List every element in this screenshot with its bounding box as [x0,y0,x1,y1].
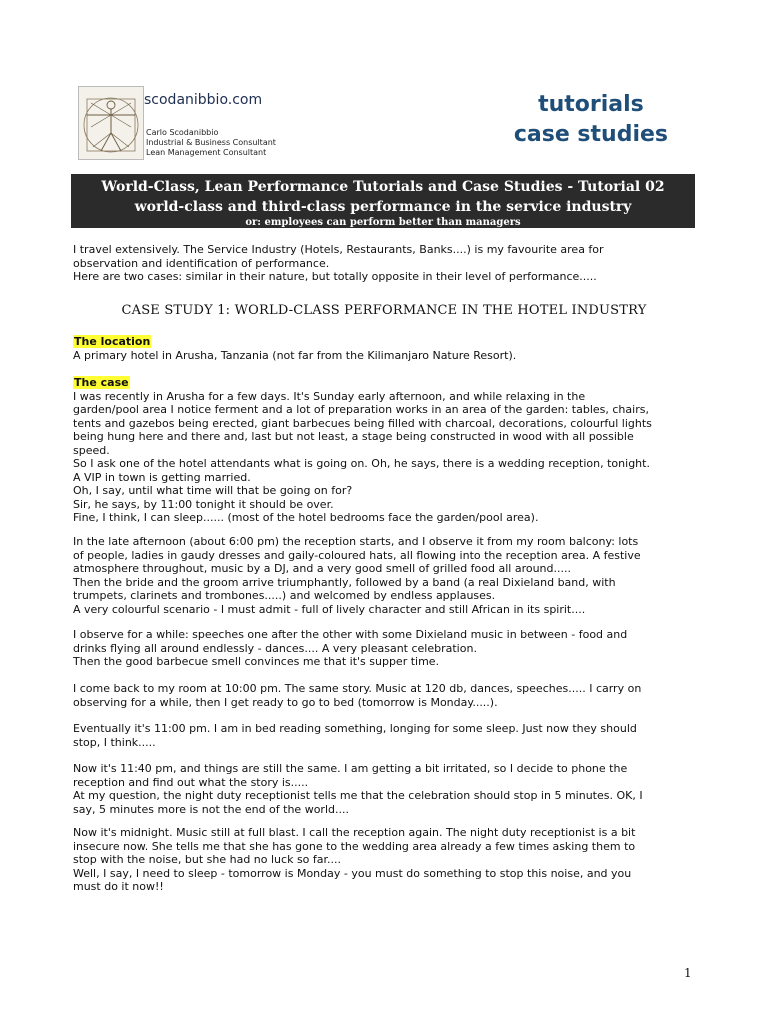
text-line: observation and identification of performance. [73,256,330,270]
text-line: Oh, I say, until what time will that be going on for? [73,484,353,497]
text-line: Here are two cases: similar in their nature, but totally opposite in their level of performance..... [73,270,597,283]
paragraph-4 [73,722,695,749]
text-line: A very colourful scenario - I must admit - full of lively character and still African in its spirit.... [73,602,586,616]
paragraph-3 [73,682,695,709]
case-section [73,376,695,525]
logo-site-name: scodanibbio.com [144,92,263,108]
paragraph-6 [73,826,695,894]
text-line: observing for a while, then I get ready to go to bed (tomorrow is Monday.....). [73,695,498,709]
text-line: atmosphere throughout, music by a DJ, and a very good smell of grilled food all around..... [73,562,571,575]
case-study-heading: CASE STUDY 1: WORLD-CLASS PERFORMANCE IN THE HOTEL INDUSTRY [121,303,647,318]
logo [76,86,286,158]
text-line: insecure now. She tells me that she has gone to the wedding area already a few times asking them to [73,839,636,853]
text-line: So I ask one of the hotel attendants what is going on. Oh, he says, there is a wedding reception, tonight. [73,457,650,470]
paragraph-2 [73,628,695,669]
logo-line: Industrial & Business Consultant [146,138,276,147]
text-line: I travel extensively. The Service Industry (Hotels, Restaurants, Banks....) is my favourite area for [73,243,604,256]
location-section [73,335,695,362]
text-line: stop with the noise, but she had no luck so far.... [73,853,342,866]
logo-line: Lean Management Consultant [146,148,267,157]
text-line: Then the good barbecue smell convinces me that it's supper time. [73,655,440,668]
text-line: A VIP in town is getting married. [73,470,251,484]
text-line: must do it now!! [73,880,164,893]
header [76,84,696,160]
banner-tagline: or: employees can perform better than managers [245,217,521,228]
text-line: speed. [73,443,110,457]
text-line: I was recently in Arusha for a few days. It's Sunday early afternoon, and while relaxing in the [73,389,586,403]
banner-title: World-Class, Lean Performance Tutorials and Case Studies - Tutorial 02 [101,179,665,195]
text-line: Sir, he says, by 11:00 tonight it should be over. [73,497,334,511]
logo-line: Carlo Scodanibbio [146,128,219,137]
text-line: say, 5 minutes more is not the end of the world.... [73,802,349,816]
text-line: trumpets, clarinets and trombones.....) and welcomed by endless applauses. [73,589,496,602]
title-banner [71,174,695,228]
vitruvian-man-image [78,86,144,160]
intro-paragraph [73,243,695,284]
text-line: Fine, I think, I can sleep...... (most of the hotel bedrooms face the garden/pool area). [73,511,539,524]
text-line: drinks flying all around endlessly - dances.... A very pleasant celebration. [73,641,477,655]
case-label: The case [74,376,129,389]
text-line: stop, I think..... [73,735,156,749]
text-line: At my question, the night duty receptionist tells me that the celebration should stop in 5 minutes. OK, I [73,789,643,802]
location-text: A primary hotel in Arusha, Tanzania (not far from the Kilimanjaro Nature Resort). [73,348,517,362]
text-line: I come back to my room at 10:00 pm. The same story. Music at 120 db, dances, speeches..... I carry on [73,682,642,695]
logo-subtitle [146,128,276,158]
text-line: of people, ladies in gaudy dresses and gaily-coloured hats, all flowing into the reception area. A festive [73,548,641,562]
text-line: Now it's 11:40 pm, and things are still the same. I am getting a bit irritated, so I decide to phone the [73,762,628,775]
text-line: In the late afternoon (about 6:00 pm) the reception starts, and I observe it from my room balcony: lots [73,535,639,548]
text-line: being hung here and there and, last but not least, a stage being constructed in wood with all possible [73,430,634,443]
text-line: Eventually it's 11:00 pm. I am in bed reading something, longing for some sleep. Just now they should [73,722,637,735]
paragraph-1 [73,535,695,616]
text-line: Then the bride and the groom arrive triumphantly, followed by a band (a real Dixieland band, with [73,575,616,589]
paragraph-5 [73,762,695,816]
banner-subtitle: world-class and third-class performance in the service industry [134,199,632,215]
text-line: I observe for a while: speeches one after the other with some Dixieland music in between - food and [73,628,628,641]
header-title [514,90,668,150]
text-line: Now it's midnight. Music still at full blast. I call the reception again. The night duty receptionist is a bit [73,826,636,839]
location-label: The location [74,335,151,348]
header-title-line: case studies [513,122,668,147]
page-number: 1 [684,966,692,980]
text-line: Well, I say, I need to sleep - tomorrow is Monday - you must do something to stop this noise, and you [73,866,632,880]
text-line: garden/pool area I notice ferment and a lot of preparation works in an area of the garden: tables, chairs, [73,403,649,416]
text-line: tents and gazebos being erected, giant barbecues being filled with charcoal, decorations, colourful lights [73,416,652,430]
header-title-line: tutorials [538,92,644,117]
text-line: reception and find out what the story is..... [73,775,309,789]
